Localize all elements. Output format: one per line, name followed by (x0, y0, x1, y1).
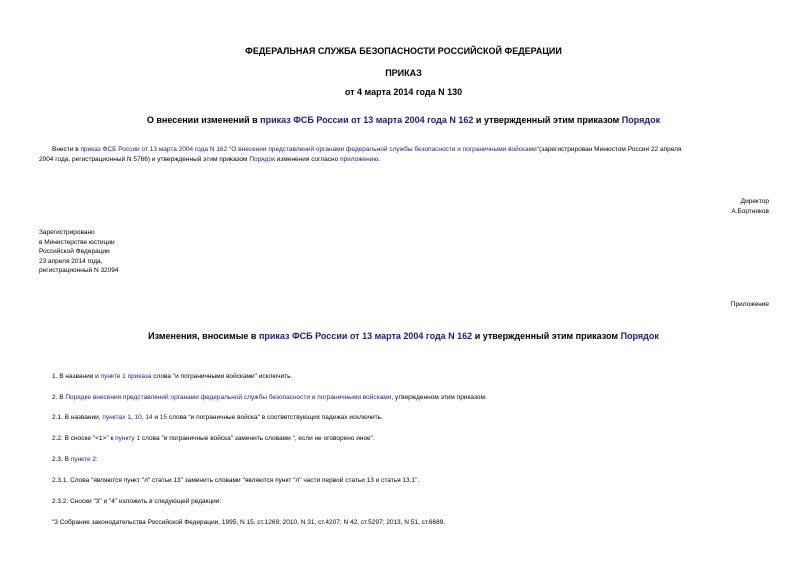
registration-line: в Министерстве юстиции (39, 238, 115, 246)
item-text: 1. В названии и (52, 373, 101, 380)
item-2-1-link-p1[interactable]: пунктах 1 (102, 414, 131, 421)
item-2-3-2: 2.3.2. Сноски "3" и "4" изложить в следующей редакции: (52, 498, 222, 505)
item-2-3-1: 2.3.1. Слова "являются пункт "л" статьи 13" заменить словами "являются пункт "л" части первой статьи 13 и статья 13.1". (52, 477, 420, 484)
item-2-2-link[interactable]: пункту 1 (115, 435, 141, 442)
document-title (0, 115, 807, 125)
title-link-order[interactable]: приказ ФСБ России от 13 марта 2004 года N 162 (260, 115, 474, 125)
document-date-number: от 4 марта 2014 года N 130 (344, 87, 463, 97)
item-text: , утвержденном этим приказом: (391, 394, 487, 401)
appendix-title-link-order[interactable]: приказ ФСБ России от 13 марта 2004 года N 162 (258, 331, 473, 341)
appendix-label: Приложение (730, 301, 769, 308)
title-link-procedure[interactable]: Порядок (621, 115, 661, 125)
item-2-link[interactable]: Порядке внесения представлений органами федеральной службы безопасности и пограничными войсками (65, 394, 392, 401)
appendix-title (0, 331, 807, 341)
signature-name: А.Бортников (731, 208, 769, 215)
registration-block (39, 228, 119, 276)
document-type: ПРИКАЗ (385, 68, 422, 78)
registration-line: Зарегистрировано (39, 229, 95, 236)
item-text: слова "и пограничными войсками" исключить. (151, 373, 293, 380)
intro-link-order[interactable]: приказ ФСБ России от 13 марта 2004 года N 162 "О внесении представлений органами федеральной службы безопасности и пограничными войсками" (80, 146, 540, 153)
item-text: : (96, 456, 98, 463)
item-2-3 (52, 455, 98, 465)
appendix-title-pre: Изменения, вносимые в (148, 331, 259, 341)
item-text: , (141, 414, 146, 421)
item-text: 2.2. В сноске "<1>" к (52, 435, 116, 442)
registration-line: 23 апреля 2014 года, (39, 257, 103, 265)
intro-line-1 (52, 145, 681, 155)
item-2-1 (52, 413, 383, 423)
item-2-1-link-p15[interactable]: 15 (159, 414, 168, 421)
registration-line: Российской Федерации (39, 248, 110, 255)
item-2-1-link-p14[interactable]: 14 (145, 414, 153, 421)
title-text-mid: и утвержденный этим приказом (473, 115, 622, 125)
item-text: слова "и пограничные войска" в соответствующих падежах исключить. (167, 414, 383, 421)
item-2-2 (52, 434, 375, 444)
item-1-link[interactable]: пункте 1 приказа (100, 373, 152, 380)
intro-link-procedure[interactable]: Порядок (249, 156, 275, 163)
signature-position: Директор (740, 198, 769, 205)
agency-name: ФЕДЕРАЛЬНАЯ СЛУЖБА БЕЗОПАСНОСТИ РОССИЙСКОЙ ФЕДЕРАЦИИ (245, 46, 562, 56)
title-text-pre: О внесении изменений в (146, 115, 261, 125)
item-text: 2.3. В (52, 456, 71, 463)
item-text: слова "и пограничные войска" заменить словами ", если не оговорено иное". (140, 435, 375, 442)
item-text: , (130, 414, 135, 421)
intro-text-4: изменения согласно (274, 156, 341, 163)
item-text: и (152, 414, 160, 421)
intro-text-2: (зарегистрирован Минюстом России 22 апреля (539, 146, 682, 153)
appendix-title-link-procedure[interactable]: Порядок (620, 331, 659, 341)
intro-link-appendix[interactable]: приложению (340, 156, 379, 163)
item-1 (52, 372, 292, 382)
registration-line: регистрационный N 32094 (39, 267, 119, 274)
intro-text-1: Внести в (52, 146, 81, 153)
item-2-3-link[interactable]: пункте 2 (70, 456, 97, 463)
intro-line-2 (39, 155, 380, 165)
item-text: 2.1. В названии, (52, 414, 103, 421)
appendix-title-mid: и утвержденный этим приказом (472, 331, 621, 341)
item-footnote-3: "3 Собрание законодательства Российской Федерации, 1995, N 15, ст.1269; 2010, N 31, ст.4207; N 42, ст.5297; 2013, N 51, ст.6689. (52, 519, 446, 526)
item-2-1-link-p10[interactable]: 10 (134, 414, 142, 421)
item-2 (52, 393, 487, 403)
item-text: 2. В (52, 394, 66, 401)
intro-text-5: . (378, 156, 381, 163)
intro-text-3: 2004 года, регистрационный N 5766) и утвержденный этим приказом (39, 156, 250, 163)
